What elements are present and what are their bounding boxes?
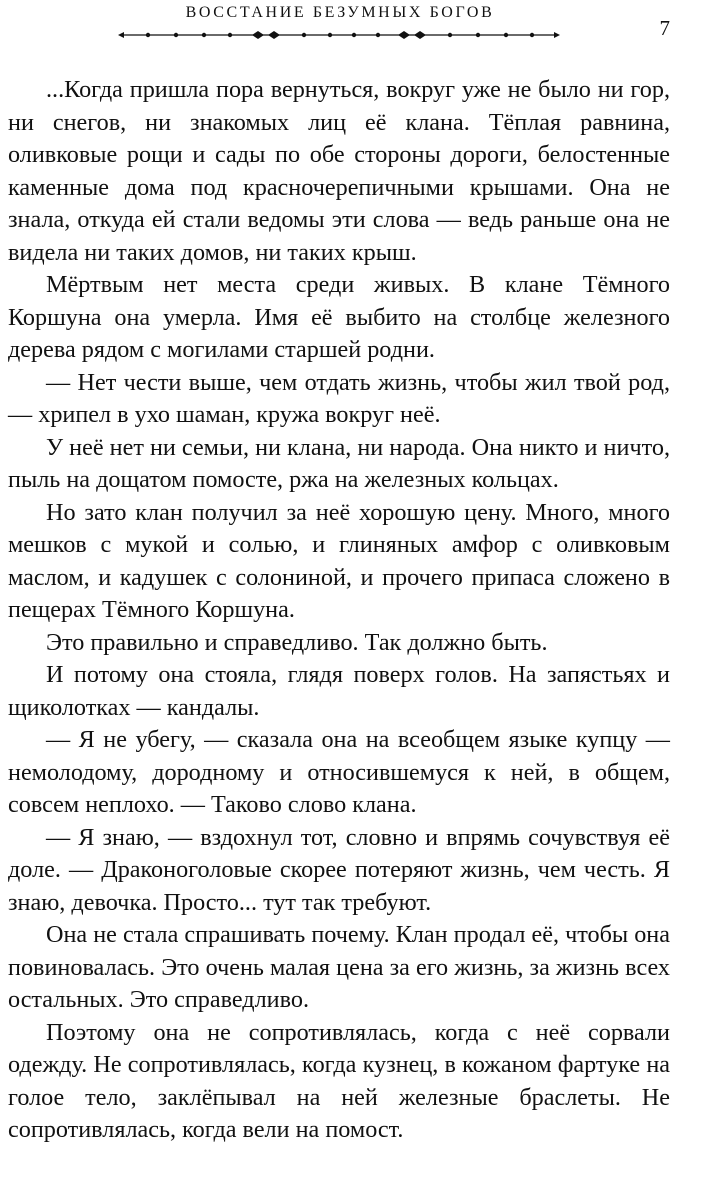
paragraph: Мёртвым нет места среди живых. В клане Тёмного Коршуна она умерла. Имя её выбито на столбце железного дерева рядом с могилами старшей родни. (8, 271, 670, 363)
paragraph: Но зато клан получил за неё хорошую цену. Много, много мешков с мукой и солью, и глиняных амфор с оливковым маслом, и кадушек с солониной, и прочего припаса сложено в пещерах Тёмного Коршуна. (8, 498, 670, 623)
body-text (8, 74, 670, 1147)
header-ornament (118, 28, 560, 42)
paragraph: Это правильно и справедливо. Так должно быть. (46, 628, 548, 656)
paragraph: И потому она стояла, глядя поверх голов. На запястьях и щиколотках — кандалы. (8, 661, 670, 721)
paragraph: — Я не убегу, — сказала она на всеобщем языке купцу — немолодому, дородному и относившемуся к ней, в общем, совсем неплохо. — Таково слово клана. (8, 726, 670, 818)
page-header (0, 0, 704, 48)
page-number: 7 (659, 16, 670, 40)
paragraph: — Я знаю, — вздохнул тот, словно и впрямь сочувствуя её доле. — Драконоголовые скорее потеряют жизнь, чем честь. Я знаю, девочка. Просто... тут так требуют. (8, 823, 670, 916)
paragraph: ...Когда пришла пора вернуться, вокруг уже не было ни гор, ни снегов, ни знакомых лиц её клана. Тёплая равнина, оливковые рощи и сады по обе стороны дороги, белостенные каменные дома под красночерепичными крышами. Она не знала, откуда ей стали ведомы эти слова — ведь раньше она не видела ни таких домов, ни таких крыш. (8, 76, 670, 266)
paragraph: Она не стала спрашивать почему. Клан продал её, чтобы она повиновалась. Это очень малая цена за его жизнь, за жизнь всех остальных. Это справедливо. (8, 921, 670, 1013)
paragraph: У неё нет ни семьи, ни клана, ни народа. Она никто и ничто, пыль на дощатом помосте, ржа на железных кольцах. (8, 433, 670, 493)
paragraph: Поэтому она не сопротивлялась, когда с неё сорвали одежду. Не сопротивлялась, когда кузнец, в кожаном фартуке на голое тело, заклёпывал на ней железные браслеты. Не сопротивлялась, когда вели на помост. (8, 1018, 670, 1143)
paragraph: — Нет чести выше, чем отдать жизнь, чтобы жил твой род, — хрипел в ухо шаман, кружа вокруг неё. (8, 368, 670, 428)
running-title: ВОССТАНИЕ БЕЗУМНЫХ БОГОВ (185, 4, 495, 21)
